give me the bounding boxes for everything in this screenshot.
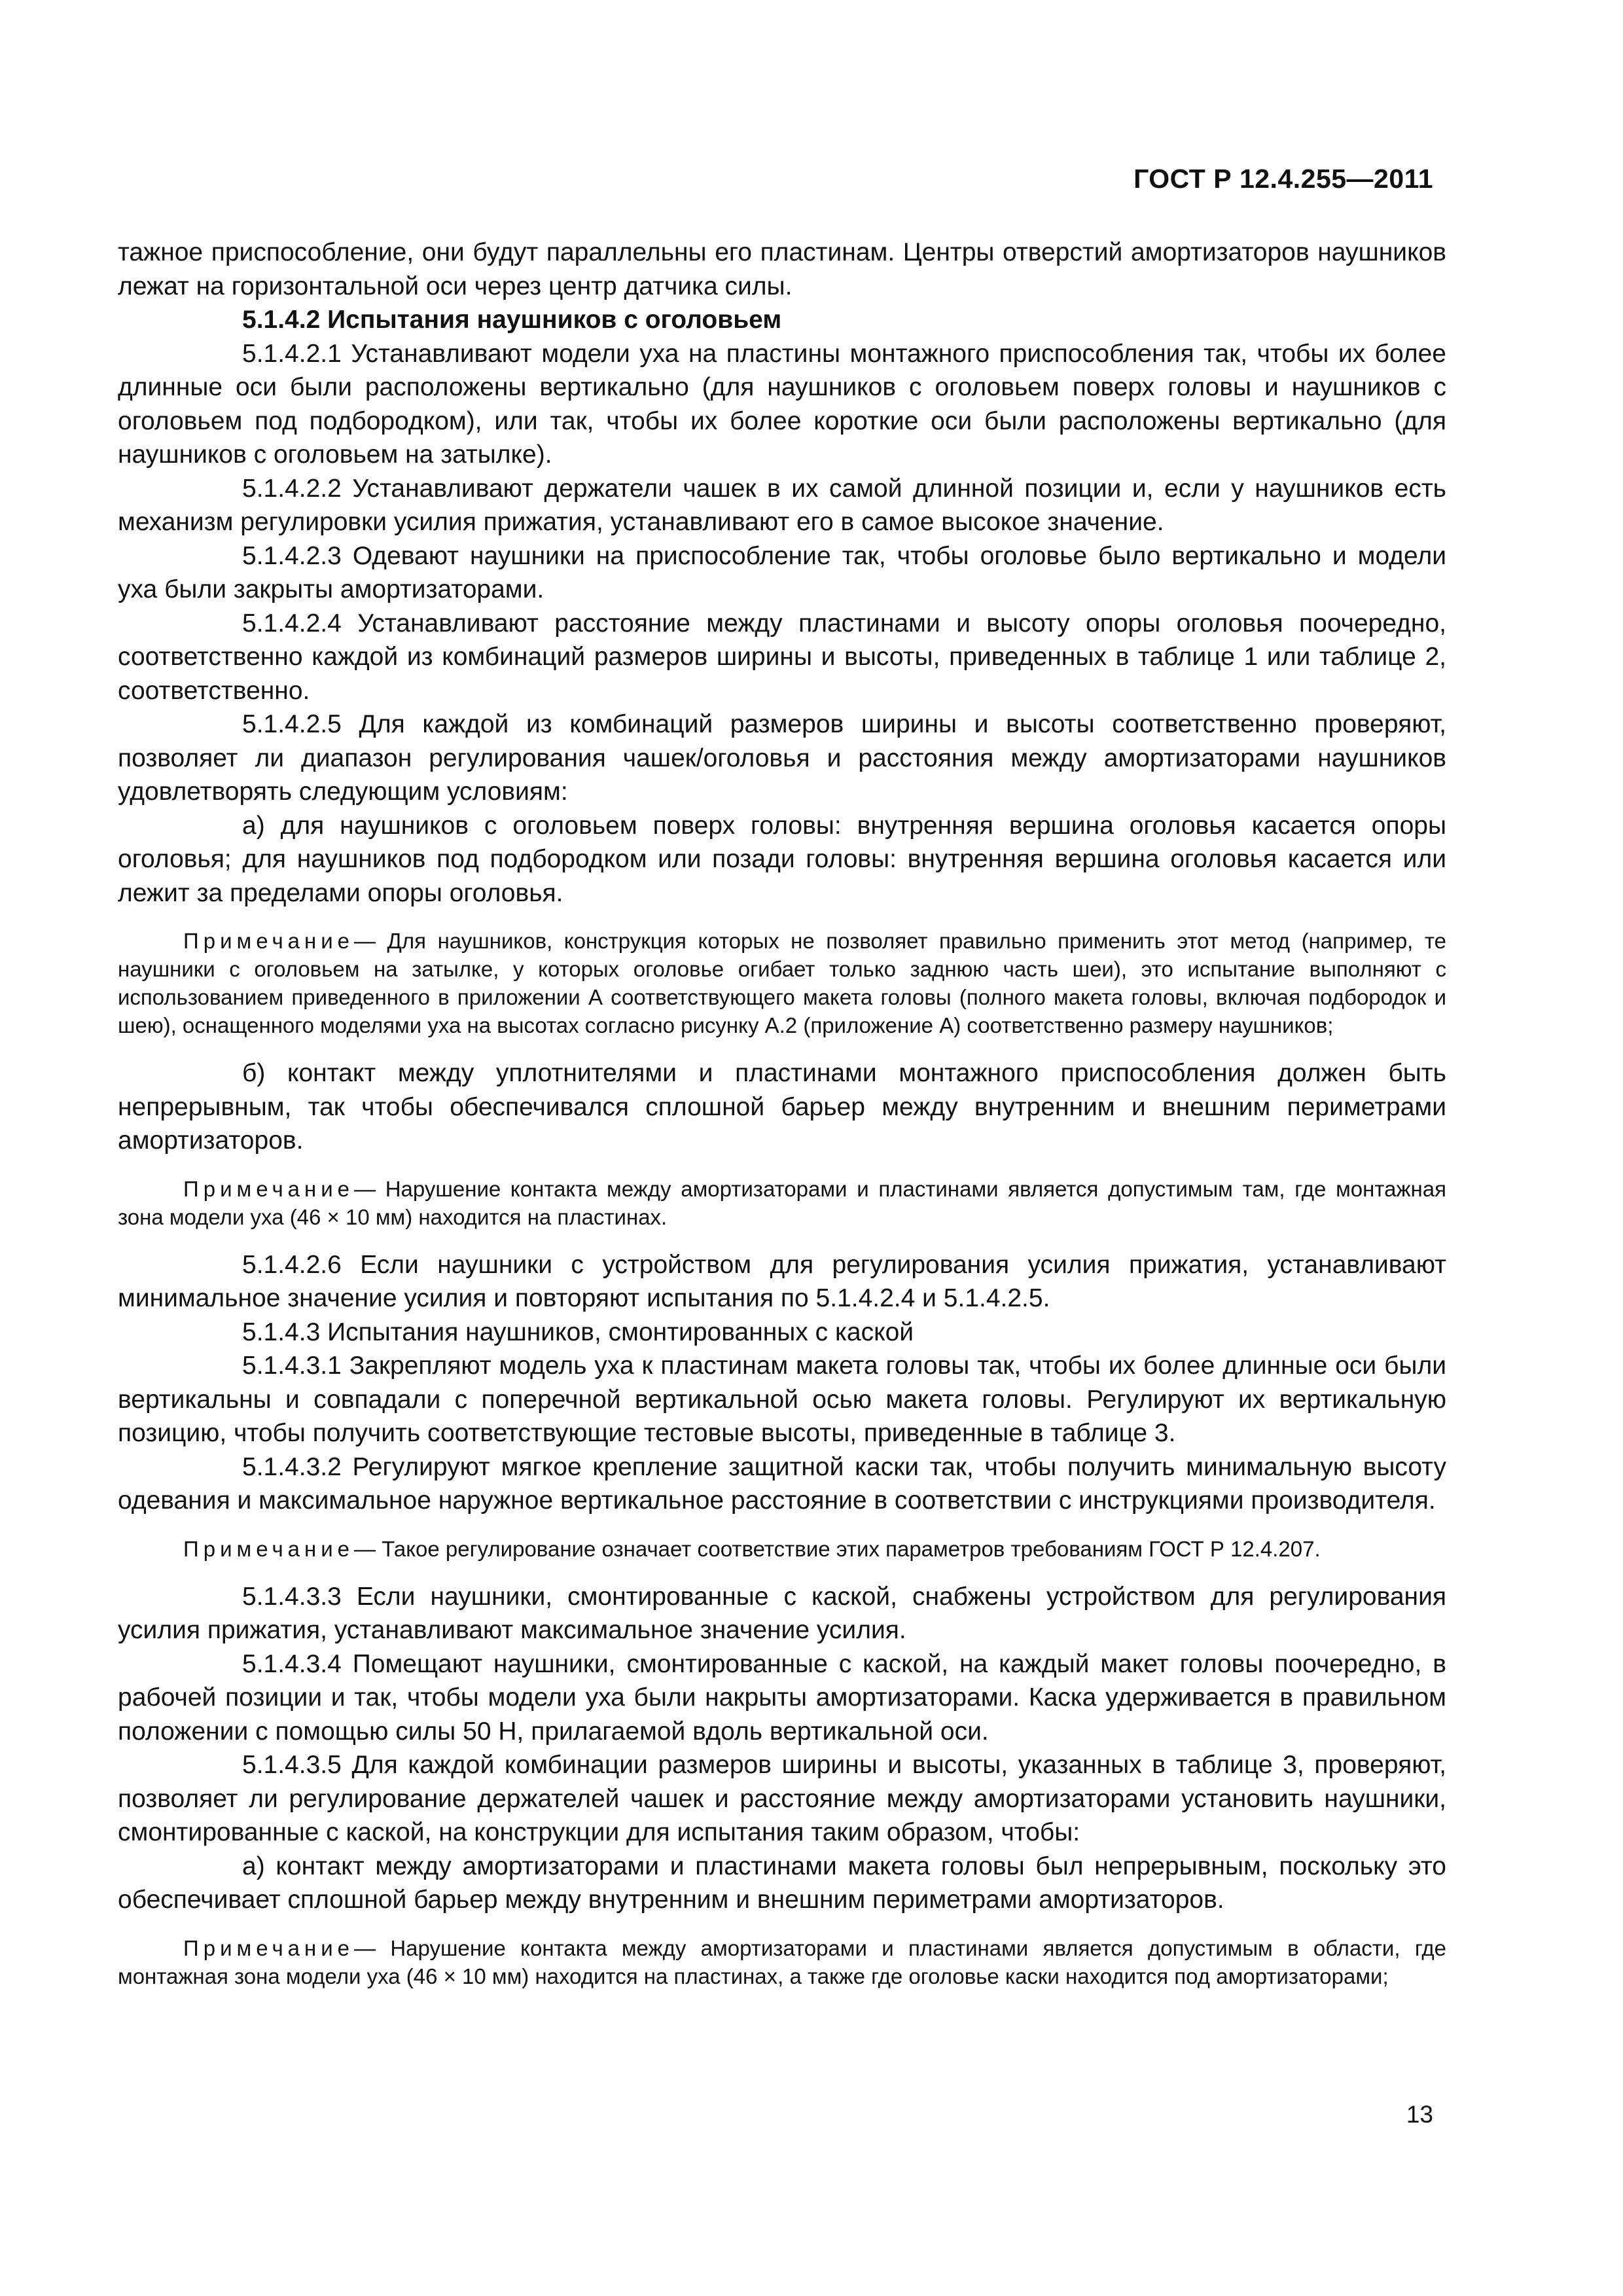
paragraph-5-1-4-2-2: 5.1.4.2.2 Устанавливают держатели чашек в их самой длинной позиции и, если у наушников есть механизм регулировки усилия прижатия, устанавливают его в самое высокое значение.	[118, 474, 1446, 536]
note-text: — Нарушение контакта между амортизаторами и пластинами является допустимым там, где монтажная зона модели уха (46 × 10 мм) находится на пластинах.	[118, 1176, 1446, 1229]
note-label: Примечание	[183, 1536, 355, 1561]
paragraph-5-1-4-3-3: 5.1.4.3.3 Если наушники, смонтированные с каской, снабжены устройством для регулирования усилия прижатия, устанавливают максимальное значение усилия.	[118, 1582, 1446, 1644]
note-label: Примечание	[183, 929, 355, 953]
paragraph-5-1-4-3-1: 5.1.4.3.1 Закрепляют модель уха к пластинам макета головы так, чтобы их более длинные оси были вертикальны и совпадали с поперечной вертикальной осью макета головы. Регулируют их вертикальную позицию, чтобы получить соответствующие тестовые высоты, приведенные в таблице 3.	[118, 1352, 1446, 1447]
note-text: — Нарушение контакта между амортизаторами и пластинами является допустимым в области, где монтажная зона модели уха (46 × 10 мм) находится на пластинах, а также где оголовье каски находится под амортизаторами;	[118, 1935, 1446, 1988]
page-number: 13	[1406, 2101, 1433, 2128]
paragraph-5-1-4-2-3: 5.1.4.2.3 Одевают наушники на приспособление так, чтобы оголовье было вертикально и модели уха были закрыты амортизаторами.	[118, 541, 1446, 603]
note-4	[118, 1934, 1446, 1990]
paragraph-5-1-4-2-4: 5.1.4.2.4 Устанавливают расстояние между пластинами и высоту опоры оголовья поочередно, соответственно каждой из комбинаций размеров ширины и высоты, приведенных в таблице 1 или таблице 2, соответственно.	[118, 609, 1446, 705]
paragraph-5-1-4-3-2: 5.1.4.3.2 Регулируют мягкое крепление защитной каски так, чтобы получить минимальную высоту одевания и максимальное наружное вертикальное расстояние в соответствии с инструкциями производителя.	[118, 1452, 1446, 1515]
list-item-b-seals: б) контакт между уплотнителями и пластинами монтажного приспособления должен быть непрерывным, так чтобы обеспечивался сплошной барьер между внутренним и внешним периметрами амортизаторов.	[118, 1059, 1446, 1155]
document-code-header: ГОСТ Р 12.4.255—2011	[1133, 164, 1433, 194]
paragraph-5-1-4-2-6: 5.1.4.2.6 Если наушники с устройством для регулирования усилия прижатия, устанавливают минимальное значение усилия и повторяют испытания по 5.1.4.2.4 и 5.1.4.2.5.	[118, 1250, 1446, 1312]
paragraph-5-1-4-3-4: 5.1.4.3.4 Помещают наушники, смонтированные с каской, на каждый макет головы поочередно, в рабочей позиции и так, чтобы модели уха были накрыты амортизаторами. Каска удерживается в правильном положении с помощью силы 50 Н, прилагаемой вдоль вертикальной оси.	[118, 1649, 1446, 1746]
note-1	[118, 927, 1446, 1039]
section-heading-5-1-4-3: 5.1.4.3 Испытания наушников, смонтированных с каской	[242, 1318, 914, 1346]
note-label: Примечание	[183, 1935, 355, 1960]
section-heading-5-1-4-2: 5.1.4.2 Испытания наушников с оголовьем	[242, 306, 782, 334]
note-2	[118, 1175, 1446, 1231]
note-text: — Такое регулирование означает соответствие этих параметров требованиям ГОСТ Р 12.4.207.	[354, 1536, 1321, 1561]
paragraph-5-1-4-2-5: 5.1.4.2.5 Для каждой из комбинаций размеров ширины и высоты соответственно проверяют, позволяет ли диапазон регулирования чашек/оголовья и расстояния между амортизаторами наушников удовлетворять следующим условиям:	[118, 710, 1446, 806]
document-body	[118, 236, 1446, 2007]
list-item-a-headphones: а) для наушников с оголовьем поверх головы: внутренняя вершина оголовья касается опоры оголовья; для наушников под подбородком или позади головы: внутренняя вершина оголовья касается или лежит за пределами опоры оголовья.	[118, 811, 1446, 907]
paragraph-5-1-4-2-1: 5.1.4.2.1 Устанавливают модели уха на пластины монтажного приспособления так, чтобы их более длинные оси были расположены вертикально (для наушников с оголовьем поверх головы и наушников с оголовьем под подбородком), или так, чтобы их более короткие оси были расположены вертикально (для наушников с оголовьем на затылке).	[118, 339, 1446, 469]
note-3	[118, 1535, 1446, 1563]
list-item-a-contact: а) контакт между амортизаторами и пластинами макета головы был непрерывным, поскольку это обеспечивает сплошной барьер между внутренним и внешним периметрами амортизаторов.	[118, 1852, 1446, 1914]
note-label: Примечание	[183, 1176, 355, 1201]
paragraph-5-1-4-3-5: 5.1.4.3.5 Для каждой комбинации размеров ширины и высоты, указанных в таблице 3, проверяют, позволяет ли регулирование держателей чашек и расстояние между амортизаторами установить наушники, смонтированные с каской, на конструкции для испытания таким образом, чтобы:	[118, 1751, 1446, 1846]
note-text: — Для наушников, конструкция которых не позволяет правильно применить этот метод (например, те наушники с оголовьем на затылке, у которых оголовье огибает только заднюю часть шеи), это испытание выполняют с использованием приведенного в приложении А соответствующего макета головы (полного макета головы, включая подбородок и шею), оснащенного моделями уха на высотах согласно рисунку А.2 (приложение А) соответственно размеру наушников;	[118, 929, 1446, 1037]
paragraph-continuation: тажное приспособление, они будут параллельны его пластинам. Центры отверстий амортизаторов наушников лежат на горизонтальной оси через центр датчика силы.	[118, 238, 1446, 300]
